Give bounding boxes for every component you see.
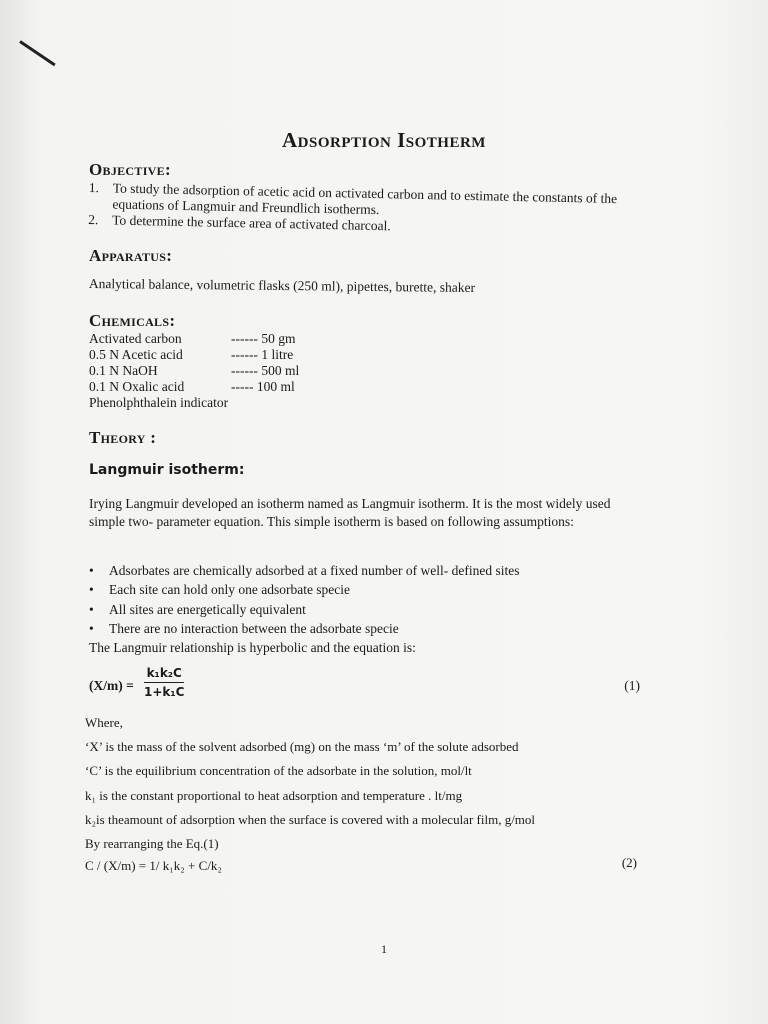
equation-lhs: (X/m) = <box>89 678 134 693</box>
chemical-name: Activated carbon <box>89 331 182 346</box>
item-number: 2. <box>88 211 99 228</box>
chemicals-list <box>89 331 299 411</box>
list-item: • Each site can hold only one adsorbate specie <box>89 580 519 599</box>
chemical-quantity: ----- 100 ml <box>231 379 295 394</box>
list-item: • Adsorbates are chemically adsorbed at a fixed number of well- defined sites <box>89 561 519 580</box>
chemical-name: 0.1 N Oxalic acid <box>89 379 185 394</box>
apparatus-text: Analytical balance, volumetric flasks (250 ml), pipettes, burette, shaker <box>88 276 476 296</box>
equation-number: (2) <box>621 855 637 870</box>
equation-fraction <box>144 666 184 699</box>
equation-text: C / (X/m) = 1/ k₁k₂ + C/k₂ <box>85 858 222 873</box>
relation-text: The Langmuir relationship is hyperbolic and the equation is: <box>89 640 416 655</box>
definitions <box>85 711 535 856</box>
chemical-quantity: ------ 50 gm <box>231 331 296 346</box>
table-row <box>89 363 299 379</box>
table-row <box>89 395 299 411</box>
table-row <box>89 331 299 347</box>
apparatus-heading: Apparatus: <box>89 246 173 265</box>
langmuir-subheading: Langmuir isotherm: <box>89 462 245 478</box>
chemical-name: 0.5 N Acetic acid <box>89 347 183 362</box>
list-item: • There are no interaction between the adsorbate specie <box>89 619 519 638</box>
item-text: To study the adsorption of acetic acid on activated carbon and to estimate the constants of the equations of Langmuir and Freundlich isotherms. <box>112 180 618 218</box>
definition-line: By rearranging the Eq.(1) <box>85 836 219 852</box>
objective-heading: Objective: <box>89 160 171 179</box>
assumptions-list <box>89 561 519 638</box>
table-row <box>89 379 299 395</box>
definition-line: ‘C’ is the equilibrium concentration of the adsorbate in the solution, mol/lt <box>85 763 472 779</box>
chemical-quantity: ------ 500 ml <box>231 363 300 378</box>
page-title: Adsorption Isotherm <box>282 128 486 152</box>
intro-paragraph: Irying Langmuir developed an isotherm named as Langmuir isotherm. It is the most widely used simple two- parameter equation. This simple isotherm is based on following assumptions: <box>89 496 611 529</box>
equation-1 <box>89 664 649 704</box>
page-number: 1 <box>381 942 387 956</box>
fraction-numerator: k₁k₂C <box>144 666 184 683</box>
fraction-denominator: 1+k₁C <box>144 685 185 699</box>
theory-heading: Theory : <box>89 428 157 447</box>
chemicals-heading: Chemicals: <box>89 311 176 330</box>
definition-line: k₁ is the constant proportional to heat adsorption and temperature . lt/mg <box>85 787 463 803</box>
definition-line: ‘X’ is the mass of the solvent adsorbed (mg) on the mass ‘m’ of the solute adsorbed <box>85 739 519 755</box>
equation-number: (1) <box>624 678 640 693</box>
pen-mark <box>19 40 55 66</box>
definition-line: Where, <box>85 715 123 730</box>
objective-list <box>88 180 649 240</box>
item-text: To determine the surface area of activated charcoal. <box>112 212 391 234</box>
item-number: 1. <box>88 180 100 196</box>
chemical-quantity: ------ 1 litre <box>231 347 294 362</box>
chemical-name: Phenolphthalein indicator <box>89 395 229 410</box>
chemical-name: 0.1 N NaOH <box>89 363 158 378</box>
equation-2 <box>85 855 637 874</box>
list-item: • All sites are energetically equivalent <box>89 600 519 619</box>
table-row <box>89 347 299 363</box>
definition-line: k₂is theamount of adsorption when the surface is covered with a molecular film, g/mol <box>85 811 536 827</box>
